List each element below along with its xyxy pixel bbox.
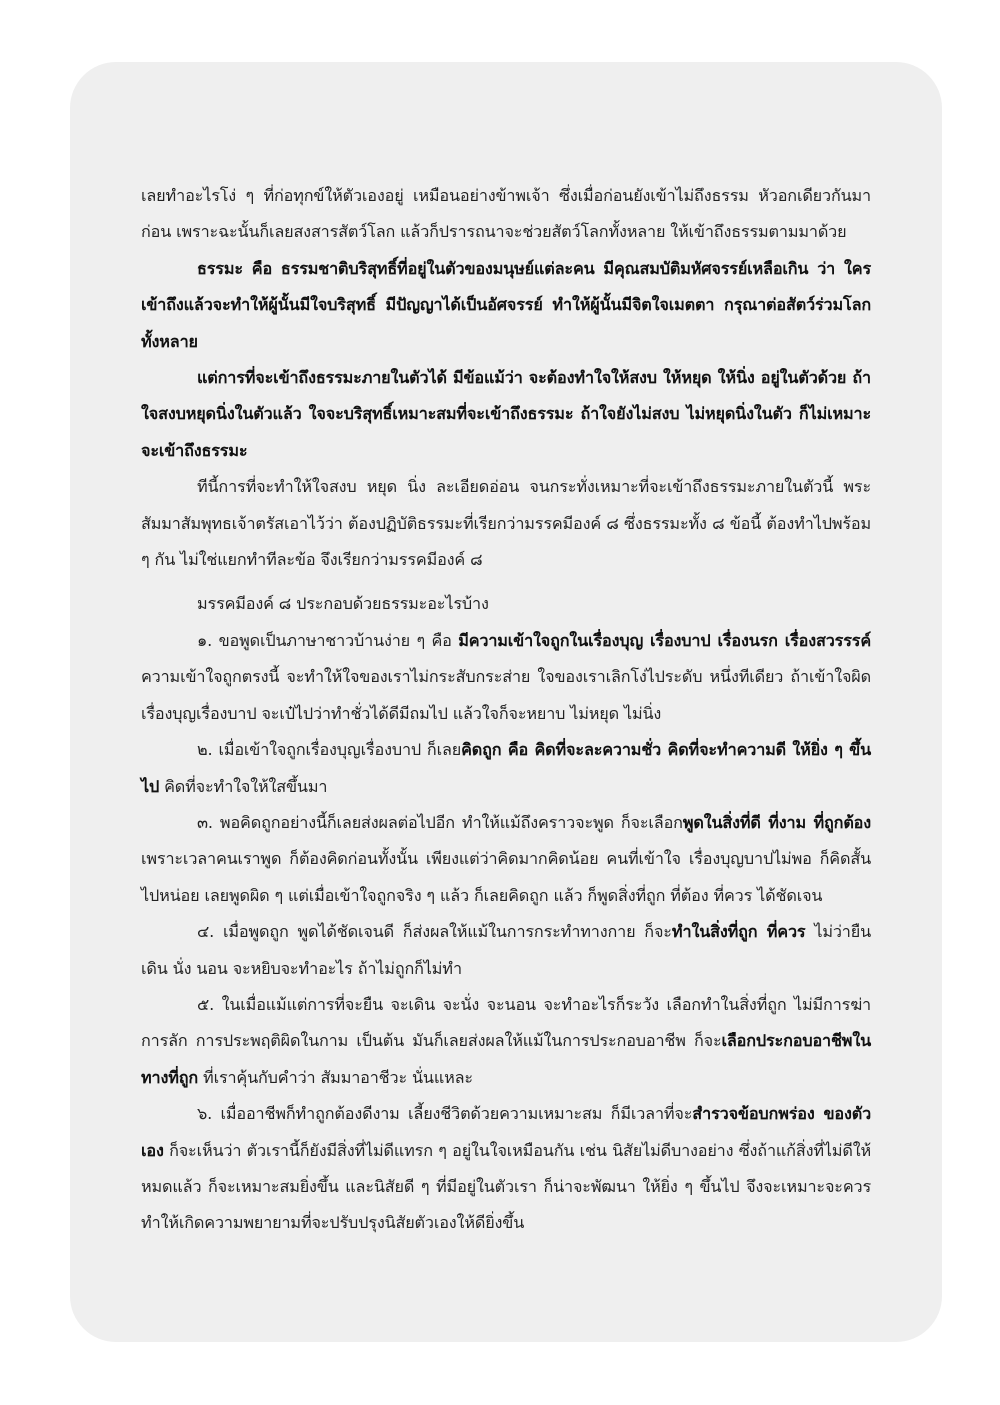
text-run: ความเข้าใจถูกตรงนี้ จะทำให้ใจของเราไม่กระสับกระส่าย ใจของเราเลิกโง่ไประดับ หนึ่งทีเดียว ถ้าเข้าใจผิดเรื่องบุญเรื่องบาป จะเป๋ไปว่าทำชั่วได้ดีมีถมไป แล้วใจก็จะหยาบ ไม่หยุด ไม่นิ่ง [141,667,871,723]
text-run: ๑. ขอพูดเป็นภาษาชาวบ้านง่าย ๆ คือ [197,630,459,650]
text-run: ไม่ว่ายืน เดิน นั่ง นอน จะหยิบจะทำอะไร ถ้าไม่ถูกก็ไม่ทำ [141,922,871,978]
text-run: มรรคมีองค์ ๘ ประกอบด้วยธรรมะอะไรบ้าง [197,594,489,614]
text-run: ๒. เมื่อเข้าใจถูกเรื่องบุญเรื่องบาป ก็เลย [197,740,462,760]
bold-text-run: คิดถูก คือ คิดที่จะละความชั่ว คิดที่จะทำความดี ให้ยิ่ง ๆ ขึ้นไป [141,740,871,796]
paragraph [141,914,871,987]
text-run: เลยทำอะไรโง่ ๆ ที่ก่อทุกข์ให้ตัวเองอยู่ เหมือนอย่างข้าพเจ้า ซึ่งเมื่อก่อนยังเข้าไม่ถึงธรรม หัวอกเดียวกันมาก่อน เพราะฉะนั้นก็เลยสงสารสัตว์โลก แล้วก็ปรารถนาจะช่วยสัตว์โลกทั้งหลาย ให้เข้าถึงธรรมตามมาด้วย [141,186,871,242]
bold-text-run: ธรรมะ คือ ธรรมชาติบริสุทธิ์ที่อยู่ในตัวของมนุษย์แต่ละคน มีคุณสมบัติมหัศจรรย์เหลือเกิน ว่า ใครเข้าถึงแล้วจะทำให้ผู้นั้นมีใจบริสุทธิ์ มีปัญญาได้เป็นอัศจรรย์ ทำให้ผู้นั้นมีจิตใจเมตตา กรุณาต่อสัตว์ร่วมโลกทั้งหลาย [141,258,871,351]
paragraph [141,987,871,1096]
paragraph [141,732,871,805]
paragraph [141,251,871,360]
paragraph [141,805,871,914]
text-run: ๕. ในเมื่อแม้แต่การที่จะยืน จะเดิน จะนั่ง จะนอน จะทำอะไรก็ระวัง เลือกทำในสิ่งที่ถูก ไม่มีการฆ่า การลัก การประพฤติผิดในกาม เป็นต้น มันก็เลยส่งผลให้แม้ในการประกอบอาชีพ ก็จะ [141,994,871,1051]
paragraph [141,178,871,251]
text-run: ที่เราคุ้นกับคำว่า สัมมาอาชีวะ นั่นแหละ [198,1067,473,1087]
text-run: ทีนี้การที่จะทำให้ใจสงบ หยุด นิ่ง ละเอียดอ่อน จนกระทั่งเหมาะที่จะเข้าถึงธรรมะภายในตัวนี้ พระสัมมาสัมพุทธเจ้าตรัสเอาไว้ว่า ต้องปฏิบัติธรรมะที่เรียกว่ามรรคมีองค์ ๘ ซึ่งธรรมะทั้ง ๘ ข้อนี้ ต้องทำไปพร้อม ๆ กัน ไม่ใช่แยกทำทีละข้อ จึงเรียกว่ามรรคมีองค์ ๘ [141,477,871,570]
bold-text-run: ทำในสิ่งที่ถูก ที่ควร [671,922,806,942]
bold-text-run: พูดในสิ่งที่ดี ที่งาม ที่ถูกต้อง [682,812,872,832]
paragraph [141,623,871,732]
text-run: ๖. เมื่ออาชีพก็ทำถูกต้องดีงาม เลี้ยงชีวิตด้วยความเหมาะสม ก็มีเวลาที่จะ [197,1104,693,1124]
text-run: เพราะเวลาคนเราพูด ก็ต้องคิดก่อนทั้งนั้น เพียงแต่ว่าคิดมากคิดน้อย คนที่เข้าใจ เรื่องบุญบาปไม่พอ ก็คิดสั้นไปหน่อย เลยพูดผิด ๆ แต่เมื่อเข้าใจถูกจริง ๆ แล้ว ก็เลยคิดถูก แล้ว ก็พูดสิ่งที่ถูก ที่ต้อง ที่ควร ได้ชัดเจน [141,849,871,905]
text-run: คิดที่จะทำใจให้ใสขึ้นมา [159,776,328,796]
paragraph [141,469,871,578]
bold-text-run: สำรวจข้อบกพร่อง ของตัวเอง [141,1104,872,1160]
paragraph [141,1096,871,1242]
text-run: ก็จะเห็นว่า ตัวเรานี้ก็ยังมีสิ่งที่ไม่ดีแทรก ๆ อยู่ในใจเหมือนกัน เช่น นิสัยไม่ดีบางอย่าง ซึ่งถ้าแก้สิ่งที่ไม่ดีให้หมดแล้ว ก็จะเหมาะสมยิ่งขึ้น และนิสัยดี ๆ ที่มีอยู่ในตัวเรา ก็น่าจะพัฒนา ให้ยิ่ง ๆ ขึ้นไป จึงจะเหมาะจะควร ทำให้เกิดความพยายามที่จะปรับปรุงนิสัยตัวเองให้ดียิ่งขึ้น [141,1140,871,1233]
body-text [141,178,871,1242]
bold-text-run: มีความเข้าใจถูกในเรื่องบุญ เรื่องบาป เรื่องนรก เรื่องสวรรรค์ [458,630,871,650]
paragraph [141,586,871,622]
text-run: ๓. พอคิดถูกอย่างนี้ก็เลยส่งผลต่อไปอีก ทำให้แม้ถึงคราวจะพูด ก็จะเลือก [197,812,683,832]
bold-text-run: เลือกประกอบอาชีพในทางที่ถูก [141,1031,871,1087]
bold-text-run: แต่การที่จะเข้าถึงธรรมะภายในตัวได้ มีข้อแม้ว่า จะต้องทำใจให้สงบ ให้หยุด ให้นิ่ง อยู่ในตัวด้วย ถ้าใจสงบหยุดนิ่งในตัวแล้ว ใจจะบริสุทธิ์เหมาะสมที่จะเข้าถึงธรรมะ ถ้าใจยังไม่สงบ ไม่หยุดนิ่งในตัว ก็ไม่เหมาะจะเข้าถึงธรรมะ [141,368,871,460]
text-run: ๔. เมื่อพูดถูก พูดได้ชัดเจนดี ก็ส่งผลให้แม้ในการกระทำทางกาย ก็จะ [197,922,672,942]
paragraph [141,360,871,469]
